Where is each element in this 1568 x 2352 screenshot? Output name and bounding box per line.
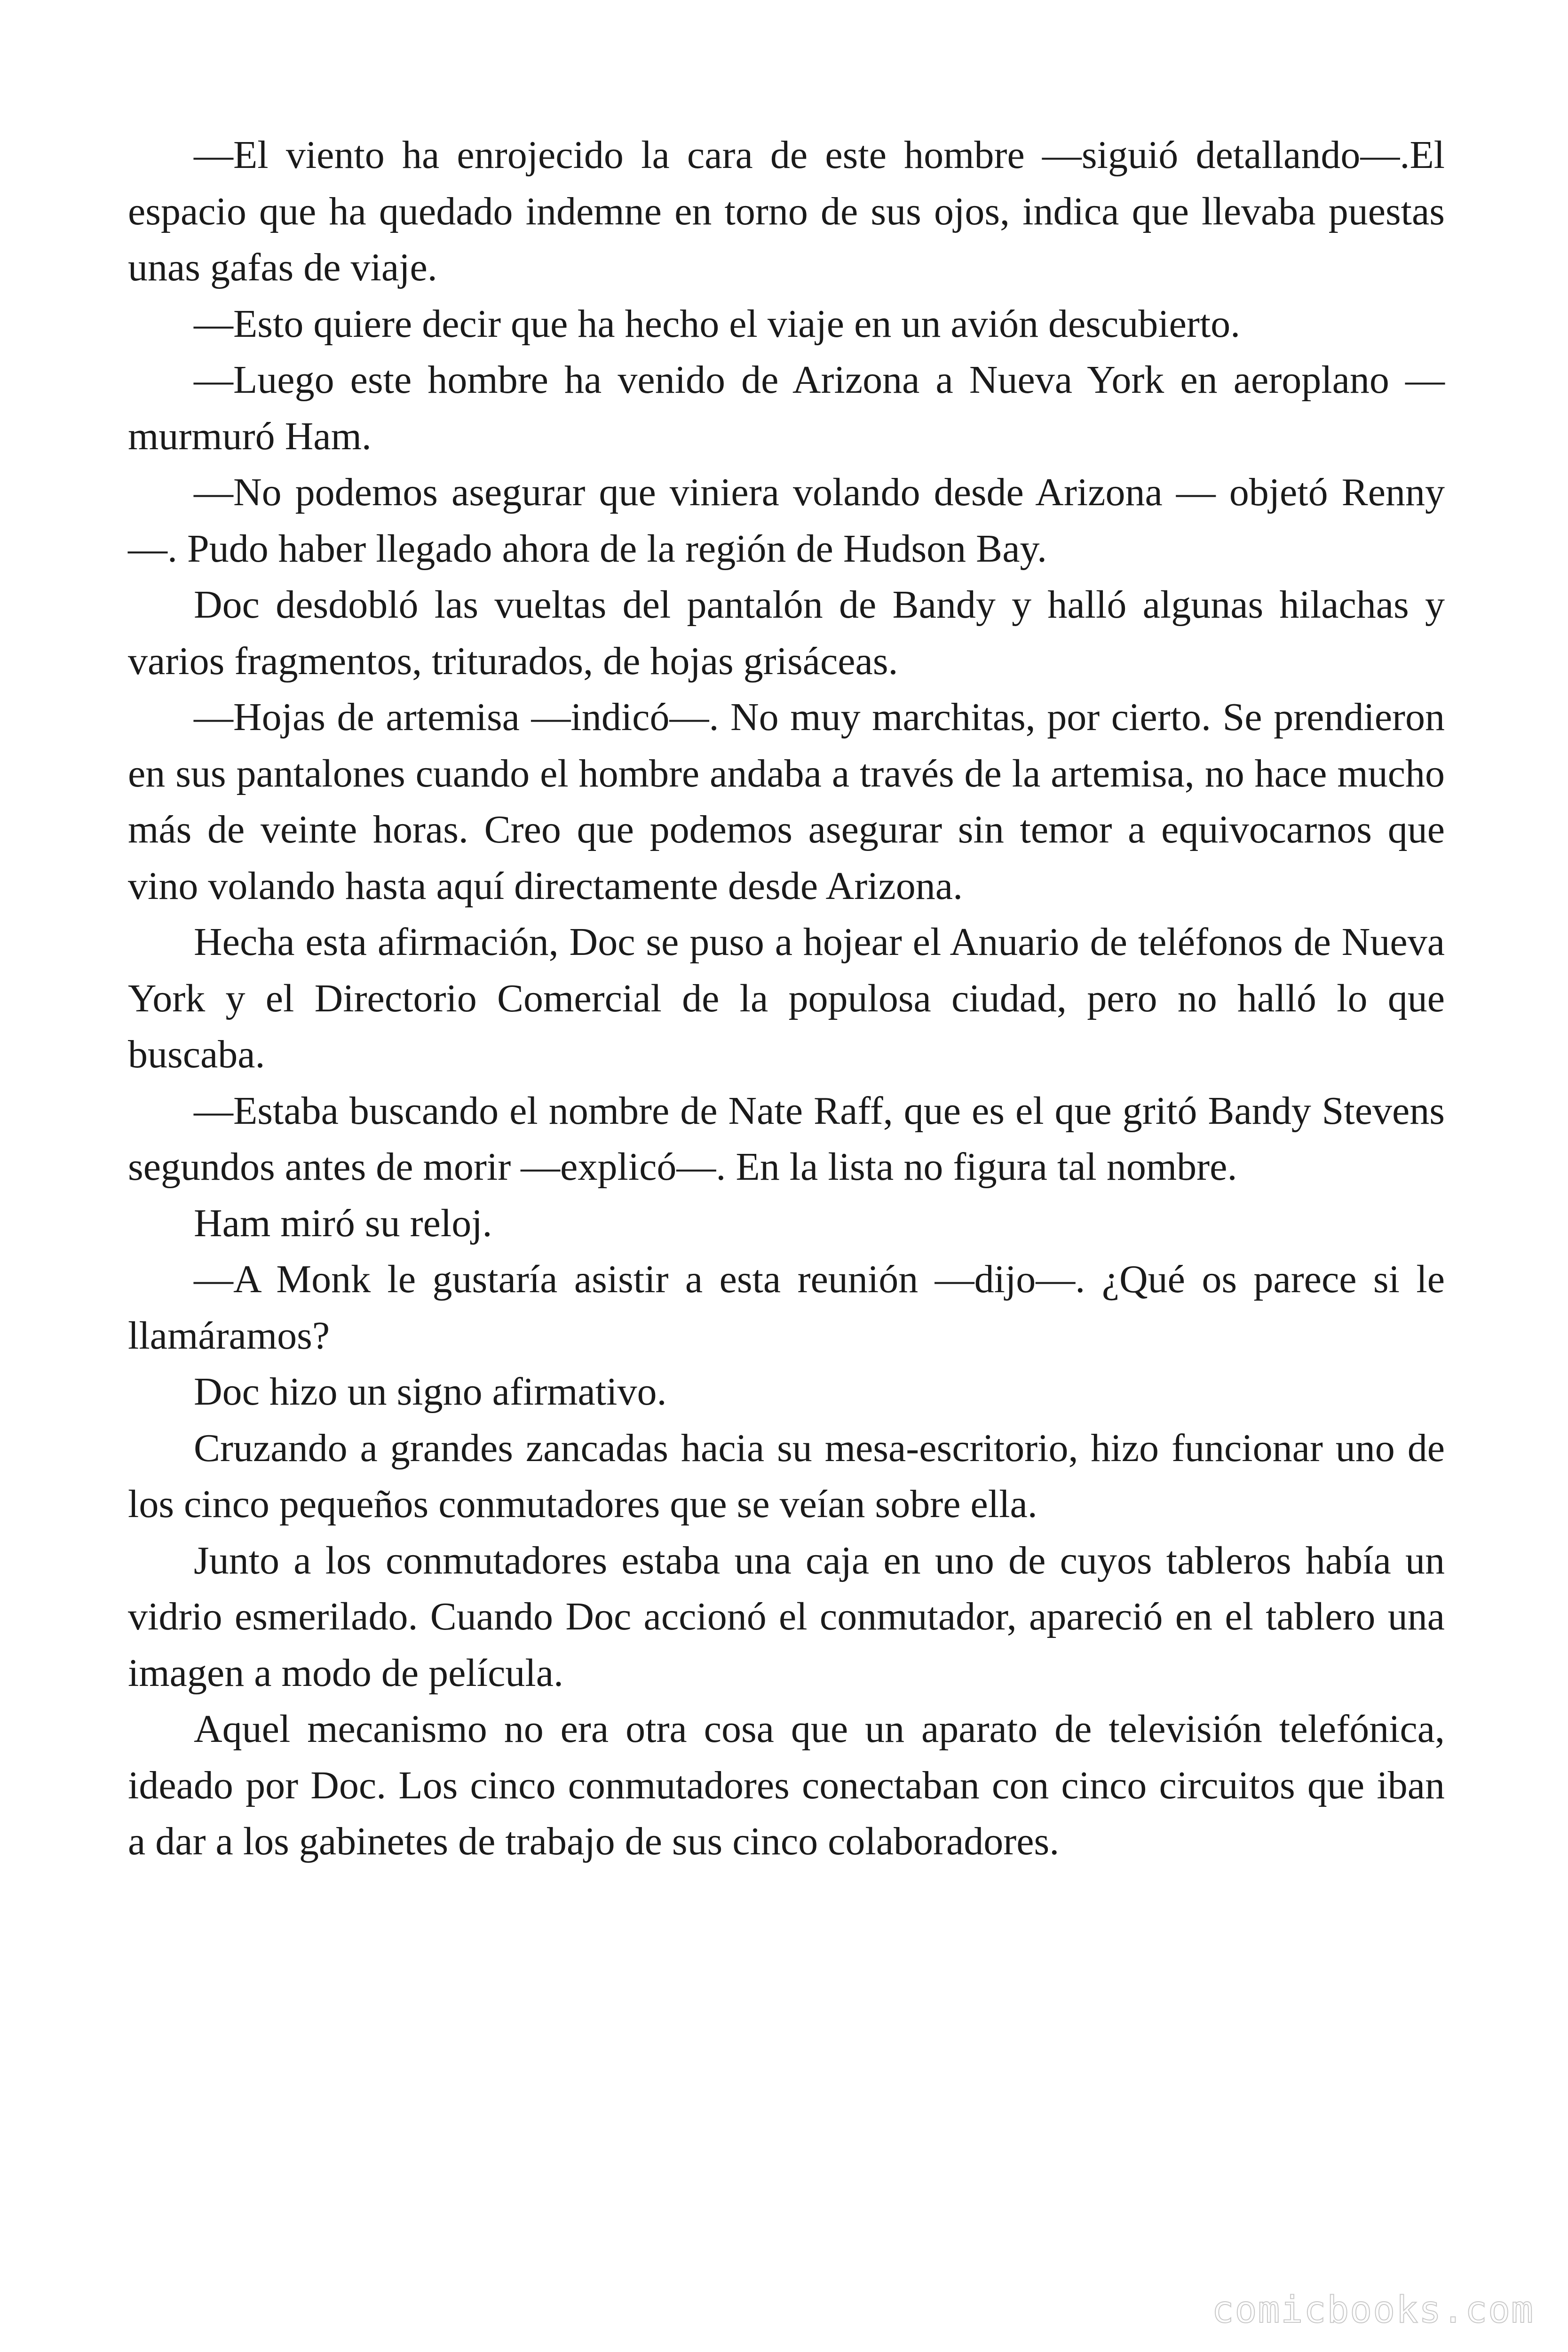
paragraph: —A Monk le gustaría asistir a esta reunión —dijo—. ¿Qué os parece si le llamáramos?: [128, 1257, 1445, 1358]
paragraph: Doc desdobló las vueltas del pantalón de Bandy y halló algunas hilachas y varios fragmentos, triturados, de hojas grisáceas.: [128, 583, 1445, 683]
paragraph: —Estaba buscando el nombre de Nate Raff, que es el que gritó Bandy Stevens segundos antes de morir —explicó—. En la lista no figura tal nombre.: [128, 1089, 1445, 1189]
paragraph: —Luego este hombre ha venido de Arizona a Nueva York en aeroplano —murmuró Ham.: [128, 358, 1445, 458]
page-body: [128, 127, 1445, 1870]
paragraph: Cruzando a grandes zancadas hacia su mesa-escritorio, hizo funcionar uno de los cinco pequeños conmutadores que se veían sobre ella.: [128, 1426, 1445, 1526]
paragraph: Ham miró su reloj.: [194, 1201, 492, 1245]
watermark: comicbooks.com: [1212, 2289, 1534, 2331]
paragraph: —El viento ha enrojecido la cara de este hombre —siguió detallando—.El espacio que ha quedado indemne en torno de sus ojos, indica que llevaba puestas unas gafas de viaje.: [128, 133, 1445, 289]
paragraph: Hecha esta afirmación, Doc se puso a hojear el Anuario de teléfonos de Nueva York y el Directorio Comercial de la populosa ciudad, pero no halló lo que buscaba.: [128, 920, 1445, 1076]
paragraph: —No podemos asegurar que viniera volando desde Arizona — objetó Renny—. Pudo haber llegado ahora de la región de Hudson Bay.: [128, 470, 1445, 571]
paragraph: —Esto quiere decir que ha hecho el viaje en un avión descubierto.: [194, 302, 1241, 346]
paragraph: Aquel mecanismo no era otra cosa que un aparato de televisión telefónica, ideado por Doc. Los cinco conmutadores conectaban con cinco circuitos que iban a dar a los gabinetes de trabajo de sus cinco colaboradores.: [128, 1707, 1445, 1863]
paragraph: Junto a los conmutadores estaba una caja en uno de cuyos tableros había un vidrio esmerilado. Cuando Doc accionó el conmutador, apareció en el tablero una imagen a modo de película.: [128, 1538, 1445, 1695]
paragraph: —Hojas de artemisa —indicó—. No muy marchitas, por cierto. Se prendieron en sus pantalones cuando el hombre andaba a través de la artemisa, no hace mucho más de veinte horas. Creo que podemos asegurar sin temor a equivocarnos que vino volando hasta aquí directamente desde Arizona.: [128, 695, 1445, 908]
paragraph: Doc hizo un signo afirmativo.: [194, 1370, 667, 1414]
